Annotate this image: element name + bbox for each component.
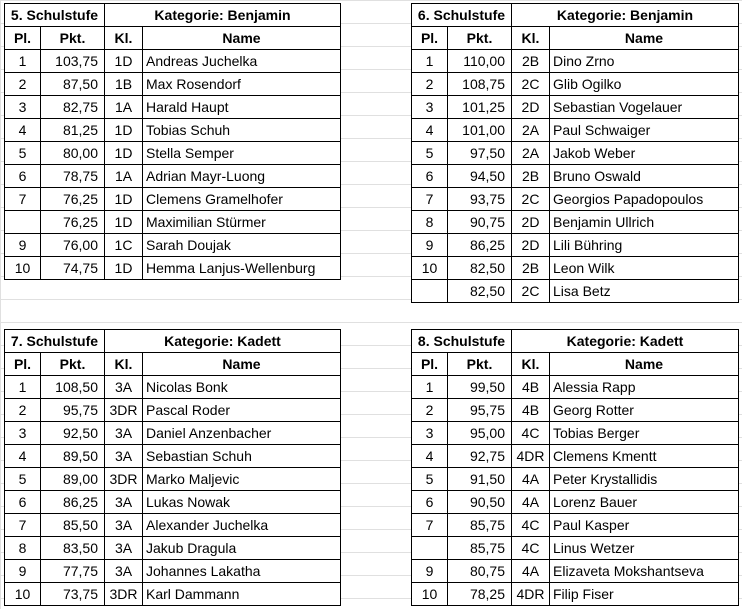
name-cell[interactable]: Clemens Gramelhofer — [143, 188, 341, 211]
points-cell[interactable]: 85,75 — [448, 537, 512, 560]
class-cell[interactable]: 1D — [105, 50, 143, 73]
table-row — [412, 583, 739, 606]
points-cell[interactable]: 87,50 — [41, 73, 105, 96]
table-row — [412, 468, 739, 491]
class-cell[interactable]: 3A — [105, 376, 143, 399]
table-row — [5, 96, 341, 119]
table-row — [412, 165, 739, 188]
points-cell[interactable]: 76,00 — [41, 234, 105, 257]
points-cell[interactable]: 78,25 — [448, 583, 512, 606]
place-cell[interactable]: 2 — [412, 399, 448, 422]
table-row — [5, 211, 341, 234]
points-cell[interactable]: 108,50 — [41, 376, 105, 399]
points-cell[interactable]: 95,75 — [41, 399, 105, 422]
points-cell[interactable]: 82,50 — [448, 257, 512, 280]
table-row — [412, 560, 739, 583]
place-cell[interactable]: 4 — [5, 119, 41, 142]
header-class[interactable]: Kl. — [105, 353, 143, 376]
points-cell[interactable]: 86,25 — [448, 234, 512, 257]
name-cell[interactable]: Lili Bühring — [550, 234, 739, 257]
points-cell[interactable]: 81,25 — [41, 119, 105, 142]
points-cell[interactable]: 92,75 — [448, 445, 512, 468]
table-row — [5, 583, 341, 606]
table-row — [412, 257, 739, 280]
place-cell[interactable]: 6 — [412, 165, 448, 188]
grade-cell[interactable]: 5. Schulstufe — [5, 4, 105, 27]
place-cell[interactable]: 6 — [5, 165, 41, 188]
ranking-table-grade-6 — [411, 3, 739, 303]
name-cell[interactable]: Elizaveta Mokshantseva — [550, 560, 739, 583]
points-cell[interactable]: 73,75 — [41, 583, 105, 606]
points-cell[interactable]: 92,50 — [41, 422, 105, 445]
header-class[interactable]: Kl. — [512, 353, 550, 376]
place-cell[interactable]: 3 — [5, 96, 41, 119]
points-cell[interactable]: 95,00 — [448, 422, 512, 445]
category-cell[interactable]: Kategorie: Kadett — [105, 330, 341, 353]
points-cell[interactable]: 77,75 — [41, 560, 105, 583]
class-cell[interactable]: 3A — [105, 422, 143, 445]
table-row — [5, 50, 341, 73]
header-points[interactable]: Pkt. — [448, 353, 512, 376]
place-cell[interactable]: 10 — [5, 583, 41, 606]
name-cell[interactable]: Jakob Weber — [550, 142, 739, 165]
place-cell[interactable]: 2 — [5, 399, 41, 422]
name-cell[interactable]: Filip Fiser — [550, 583, 739, 606]
place-cell[interactable] — [412, 280, 448, 303]
place-cell[interactable]: 5 — [412, 468, 448, 491]
place-cell[interactable]: 7 — [5, 188, 41, 211]
table-row — [5, 445, 341, 468]
table-row — [412, 491, 739, 514]
header-row — [412, 353, 739, 376]
name-cell[interactable]: Sarah Doujak — [143, 234, 341, 257]
table-title-row — [5, 4, 341, 27]
class-cell[interactable]: 3DR — [105, 583, 143, 606]
table-row — [5, 73, 341, 96]
table-row — [5, 399, 341, 422]
table-row — [5, 165, 341, 188]
name-cell[interactable]: Leon Wilk — [550, 257, 739, 280]
name-cell[interactable]: Tobias Schuh — [143, 119, 341, 142]
name-cell[interactable]: Benjamin Ullrich — [550, 211, 739, 234]
class-cell[interactable]: 1A — [105, 165, 143, 188]
category-cell[interactable]: Kategorie: Benjamin — [512, 4, 739, 27]
name-cell[interactable]: Karl Dammann — [143, 583, 341, 606]
name-cell[interactable]: Adrian Mayr-Luong — [143, 165, 341, 188]
place-cell[interactable]: 10 — [5, 257, 41, 280]
place-cell[interactable]: 7 — [412, 188, 448, 211]
grade-cell[interactable]: 6. Schulstufe — [412, 4, 512, 27]
points-cell[interactable]: 78,75 — [41, 165, 105, 188]
class-cell[interactable]: 2C — [512, 73, 550, 96]
table-row — [412, 280, 739, 303]
header-class[interactable]: Kl. — [512, 27, 550, 50]
points-cell[interactable]: 80,75 — [448, 560, 512, 583]
class-cell[interactable]: 2C — [512, 188, 550, 211]
class-cell[interactable]: 4B — [512, 399, 550, 422]
name-cell[interactable]: Stella Semper — [143, 142, 341, 165]
name-cell[interactable]: Georgios Papadopoulos — [550, 188, 739, 211]
name-cell[interactable]: Paul Schwaiger — [550, 119, 739, 142]
points-cell[interactable]: 76,25 — [41, 211, 105, 234]
name-cell[interactable]: Pascal Roder — [143, 399, 341, 422]
class-cell[interactable]: 3A — [105, 514, 143, 537]
name-cell[interactable]: Sebastian Schuh — [143, 445, 341, 468]
place-cell[interactable]: 5 — [5, 142, 41, 165]
class-cell[interactable]: 3A — [105, 445, 143, 468]
place-cell[interactable]: 4 — [5, 445, 41, 468]
name-cell[interactable]: Alessia Rapp — [550, 376, 739, 399]
class-cell[interactable]: 1B — [105, 73, 143, 96]
table-row — [412, 422, 739, 445]
points-cell[interactable]: 101,00 — [448, 119, 512, 142]
place-cell[interactable]: 1 — [412, 50, 448, 73]
name-cell[interactable]: Clemens Kmentt — [550, 445, 739, 468]
points-cell[interactable]: 76,25 — [41, 188, 105, 211]
place-cell[interactable]: 2 — [5, 73, 41, 96]
class-cell[interactable]: 3A — [105, 560, 143, 583]
place-cell[interactable]: 1 — [412, 376, 448, 399]
place-cell[interactable]: 2 — [412, 73, 448, 96]
ranking-table-grade-7 — [4, 329, 341, 606]
class-cell[interactable]: 2D — [512, 96, 550, 119]
points-cell[interactable]: 108,75 — [448, 73, 512, 96]
table-row — [5, 119, 341, 142]
table-row — [412, 73, 739, 96]
class-cell[interactable]: 3DR — [105, 468, 143, 491]
place-cell[interactable]: 8 — [5, 537, 41, 560]
header-place[interactable]: Pl. — [5, 353, 41, 376]
class-cell[interactable]: 1D — [105, 142, 143, 165]
name-cell[interactable]: Maximilian Stürmer — [143, 211, 341, 234]
place-cell[interactable] — [5, 211, 41, 234]
points-cell[interactable]: 82,50 — [448, 280, 512, 303]
table-row — [412, 537, 739, 560]
place-cell[interactable]: 5 — [5, 468, 41, 491]
place-cell[interactable]: 6 — [412, 491, 448, 514]
name-cell[interactable]: Sebastian Vogelauer — [550, 96, 739, 119]
place-cell[interactable]: 7 — [412, 514, 448, 537]
table-row — [5, 142, 341, 165]
class-cell[interactable]: 4C — [512, 422, 550, 445]
points-cell[interactable]: 90,75 — [448, 211, 512, 234]
name-cell[interactable]: Johannes Lakatha — [143, 560, 341, 583]
grade-cell[interactable]: 8. Schulstufe — [412, 330, 512, 353]
points-cell[interactable]: 85,75 — [448, 514, 512, 537]
class-cell[interactable]: 2C — [512, 280, 550, 303]
class-cell[interactable]: 3A — [105, 491, 143, 514]
class-cell[interactable]: 2B — [512, 50, 550, 73]
place-cell[interactable]: 10 — [412, 257, 448, 280]
class-cell[interactable]: 4C — [512, 514, 550, 537]
name-cell[interactable]: Peter Krystallidis — [550, 468, 739, 491]
points-cell[interactable]: 93,75 — [448, 188, 512, 211]
place-cell[interactable]: 1 — [5, 376, 41, 399]
table-row — [5, 468, 341, 491]
name-cell[interactable]: Harald Haupt — [143, 96, 341, 119]
header-points[interactable]: Pkt. — [448, 27, 512, 50]
name-cell[interactable]: Alexander Juchelka — [143, 514, 341, 537]
ranking-table-grade-8 — [411, 329, 739, 606]
name-cell[interactable]: Hemma Lanjus-Wellenburg — [143, 257, 341, 280]
name-cell[interactable]: Andreas Juchelka — [143, 50, 341, 73]
table-row — [5, 257, 341, 280]
place-cell[interactable]: 4 — [412, 119, 448, 142]
table-row — [5, 514, 341, 537]
header-place[interactable]: Pl. — [5, 27, 41, 50]
class-cell[interactable]: 4DR — [512, 583, 550, 606]
class-cell[interactable]: 3A — [105, 537, 143, 560]
table-row — [412, 188, 739, 211]
header-name[interactable]: Name — [550, 353, 739, 376]
place-cell[interactable]: 1 — [5, 50, 41, 73]
points-cell[interactable]: 94,50 — [448, 165, 512, 188]
class-cell[interactable]: 2D — [512, 211, 550, 234]
class-cell[interactable]: 1A — [105, 96, 143, 119]
table-row — [5, 422, 341, 445]
place-cell[interactable]: 9 — [412, 234, 448, 257]
category-cell[interactable]: Kategorie: Kadett — [512, 330, 739, 353]
class-cell[interactable]: 4DR — [512, 445, 550, 468]
class-cell[interactable]: 2B — [512, 165, 550, 188]
class-cell[interactable]: 1D — [105, 257, 143, 280]
table-title-row — [5, 330, 341, 353]
table-row — [5, 537, 341, 560]
class-cell[interactable]: 1C — [105, 234, 143, 257]
table-row — [412, 96, 739, 119]
table-row — [412, 376, 739, 399]
table-row — [412, 399, 739, 422]
table-row — [412, 234, 739, 257]
place-cell[interactable]: 5 — [412, 142, 448, 165]
points-cell[interactable]: 89,50 — [41, 445, 105, 468]
grade-cell[interactable]: 7. Schulstufe — [5, 330, 105, 353]
table-title-row — [412, 4, 739, 27]
header-place[interactable]: Pl. — [412, 27, 448, 50]
table-row — [5, 491, 341, 514]
name-cell[interactable]: Nicolas Bonk — [143, 376, 341, 399]
class-cell[interactable]: 4C — [512, 537, 550, 560]
class-cell[interactable]: 4A — [512, 560, 550, 583]
table-row — [5, 376, 341, 399]
table-row — [412, 142, 739, 165]
table-row — [412, 211, 739, 234]
class-cell[interactable]: 4B — [512, 376, 550, 399]
class-cell[interactable]: 1D — [105, 188, 143, 211]
header-row — [412, 27, 739, 50]
points-cell[interactable]: 89,00 — [41, 468, 105, 491]
name-cell[interactable]: Daniel Anzenbacher — [143, 422, 341, 445]
class-cell[interactable]: 4A — [512, 468, 550, 491]
place-cell[interactable]: 8 — [412, 211, 448, 234]
name-cell[interactable]: Lukas Nowak — [143, 491, 341, 514]
points-cell[interactable]: 90,50 — [448, 491, 512, 514]
table-row — [412, 50, 739, 73]
table-row — [412, 119, 739, 142]
place-cell[interactable]: 3 — [412, 422, 448, 445]
points-cell[interactable]: 99,50 — [448, 376, 512, 399]
place-cell[interactable]: 3 — [5, 422, 41, 445]
place-cell[interactable]: 4 — [412, 445, 448, 468]
name-cell[interactable]: Georg Rotter — [550, 399, 739, 422]
class-cell[interactable]: 2A — [512, 119, 550, 142]
points-cell[interactable]: 110,00 — [448, 50, 512, 73]
header-class[interactable]: Kl. — [105, 27, 143, 50]
header-name[interactable]: Name — [143, 353, 341, 376]
place-cell[interactable]: 9 — [5, 234, 41, 257]
points-cell[interactable]: 82,75 — [41, 96, 105, 119]
category-cell[interactable]: Kategorie: Benjamin — [105, 4, 341, 27]
class-cell[interactable]: 2A — [512, 142, 550, 165]
points-cell[interactable]: 97,50 — [448, 142, 512, 165]
name-cell[interactable]: Max Rosendorf — [143, 73, 341, 96]
place-cell[interactable]: 6 — [5, 491, 41, 514]
header-points[interactable]: Pkt. — [41, 353, 105, 376]
place-cell[interactable]: 7 — [5, 514, 41, 537]
ranking-table-grade-5 — [4, 3, 341, 280]
name-cell[interactable]: Jakub Dragula — [143, 537, 341, 560]
points-cell[interactable]: 86,25 — [41, 491, 105, 514]
place-cell[interactable]: 9 — [412, 560, 448, 583]
name-cell[interactable]: Lisa Betz — [550, 280, 739, 303]
points-cell[interactable]: 85,50 — [41, 514, 105, 537]
class-cell[interactable]: 2D — [512, 234, 550, 257]
place-cell[interactable]: 9 — [5, 560, 41, 583]
class-cell[interactable]: 1D — [105, 211, 143, 234]
table-row — [5, 188, 341, 211]
table-row — [412, 445, 739, 468]
table-title-row — [412, 330, 739, 353]
name-cell[interactable]: Lorenz Bauer — [550, 491, 739, 514]
table-row — [5, 560, 341, 583]
name-cell[interactable]: Marko Maljevic — [143, 468, 341, 491]
header-name[interactable]: Name — [550, 27, 739, 50]
header-row — [5, 27, 341, 50]
class-cell[interactable]: 3DR — [105, 399, 143, 422]
points-cell[interactable]: 91,50 — [448, 468, 512, 491]
points-cell[interactable]: 103,75 — [41, 50, 105, 73]
header-row — [5, 353, 341, 376]
class-cell[interactable]: 4A — [512, 491, 550, 514]
class-cell[interactable]: 1D — [105, 119, 143, 142]
header-name[interactable]: Name — [143, 27, 341, 50]
class-cell[interactable]: 2B — [512, 257, 550, 280]
name-cell[interactable]: Bruno Oswald — [550, 165, 739, 188]
name-cell[interactable]: Paul Kasper — [550, 514, 739, 537]
points-cell[interactable]: 74,75 — [41, 257, 105, 280]
points-cell[interactable]: 80,00 — [41, 142, 105, 165]
table-row — [5, 234, 341, 257]
name-cell[interactable]: Linus Wetzer — [550, 537, 739, 560]
name-cell[interactable]: Tobias Berger — [550, 422, 739, 445]
name-cell[interactable]: Dino Zrno — [550, 50, 739, 73]
name-cell[interactable]: Glib Ogilko — [550, 73, 739, 96]
table-row — [412, 514, 739, 537]
place-cell[interactable] — [412, 537, 448, 560]
points-cell[interactable]: 83,50 — [41, 537, 105, 560]
header-place[interactable]: Pl. — [412, 353, 448, 376]
header-points[interactable]: Pkt. — [41, 27, 105, 50]
points-cell[interactable]: 95,75 — [448, 399, 512, 422]
points-cell[interactable]: 101,25 — [448, 96, 512, 119]
place-cell[interactable]: 3 — [412, 96, 448, 119]
place-cell[interactable]: 10 — [412, 583, 448, 606]
